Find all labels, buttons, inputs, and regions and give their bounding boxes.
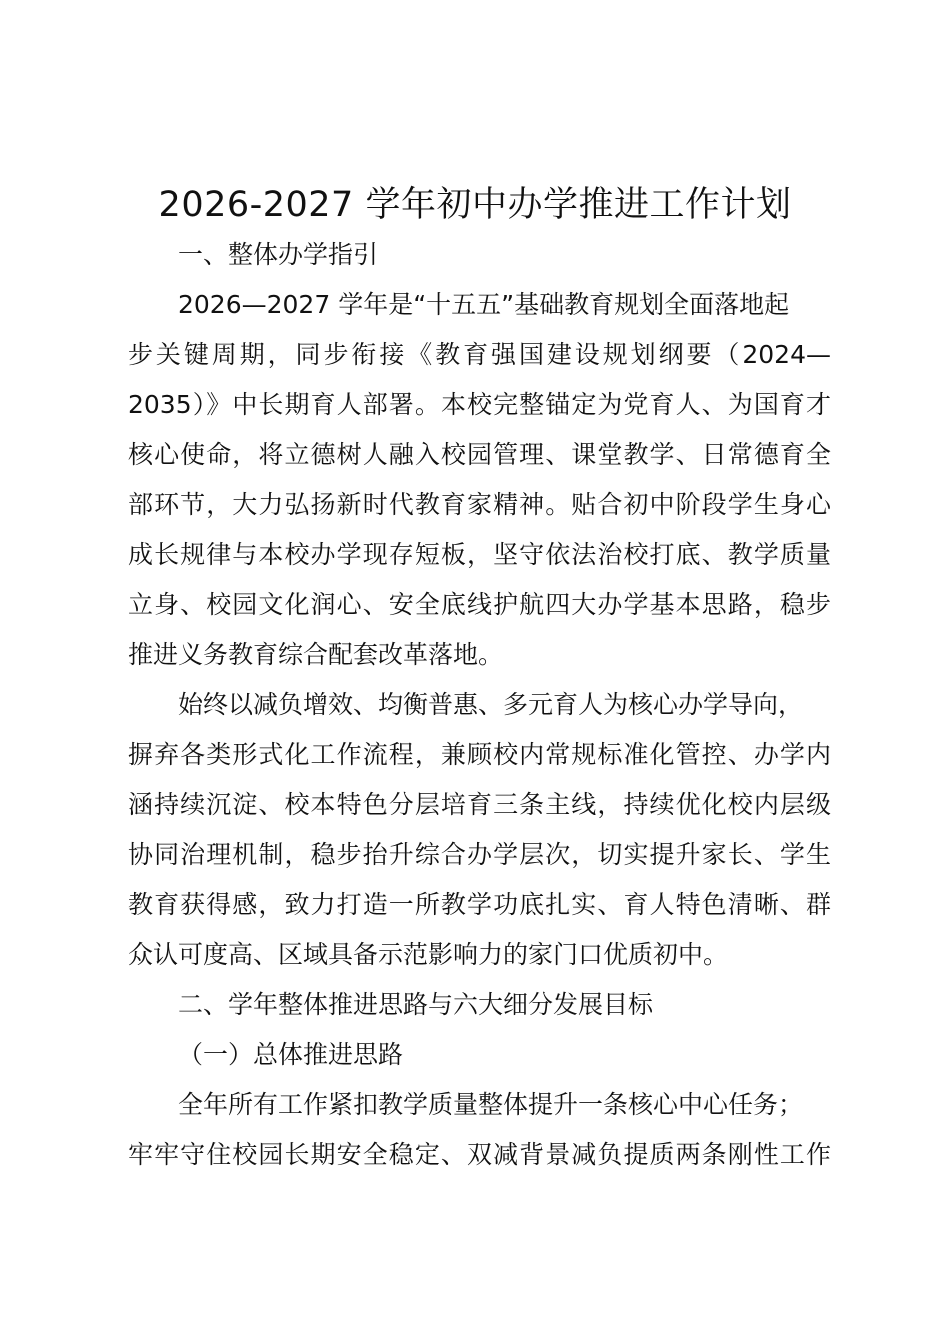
paragraph-line: 协同治理机制，稳步抬升综合办学层次，切实提升家长、学生	[128, 840, 831, 869]
subheading-1: （一）总体推进思路	[178, 1040, 404, 1069]
paragraph-line: 牢牢守住校园长期安全稳定、双减背景减负提质两条刚性工作	[128, 1140, 831, 1169]
paragraph-line: 2026—2027 学年是“十五五”基础教育规划全面落地起	[178, 290, 790, 319]
paragraph-line: 摒弃各类形式化工作流程，兼顾校内常规标准化管控、办学内	[128, 740, 831, 769]
paragraph-line: 推进义务教育综合配套改革落地。	[128, 640, 504, 669]
paragraph-line: 成长规律与本校办学现存短板，坚守依法治校打底、教学质量	[128, 540, 831, 569]
paragraph-line: 始终以减负增效、均衡普惠、多元育人为核心办学导向，	[178, 690, 804, 719]
paragraph-line: 涵持续沉淀、校本特色分层培育三条主线，持续优化校内层级	[128, 790, 831, 819]
document-title: 2026-2027 学年初中办学推进工作计划	[158, 185, 792, 225]
paragraph-line: 立身、校园文化润心、安全底线护航四大办学基本思路，稳步	[128, 590, 831, 619]
paragraph-line: 步关键周期，同步衔接《教育强国建设规划纲要（2024—	[128, 340, 831, 369]
heading-2: 二、学年整体推进思路与六大细分发展目标	[178, 990, 654, 1019]
paragraph-line: 部环节，大力弘扬新时代教育家精神。贴合初中阶段学生身心	[128, 490, 831, 519]
paragraph-line: 全年所有工作紧扣教学质量整体提升一条核心中心任务；	[178, 1090, 804, 1119]
paragraph-line: 核心使命，将立德树人融入校园管理、课堂教学、日常德育全	[128, 440, 831, 469]
paragraph-line: 众认可度高、区域具备示范影响力的家门口优质初中。	[128, 940, 729, 969]
heading-1: 一、整体办学指引	[178, 240, 379, 269]
paragraph-line: 教育获得感，致力打造一所教学功底扎实、育人特色清晰、群	[128, 890, 831, 919]
paragraph-line: 2035）》中长期育人部署。本校完整锚定为党育人、为国育才	[128, 390, 831, 419]
